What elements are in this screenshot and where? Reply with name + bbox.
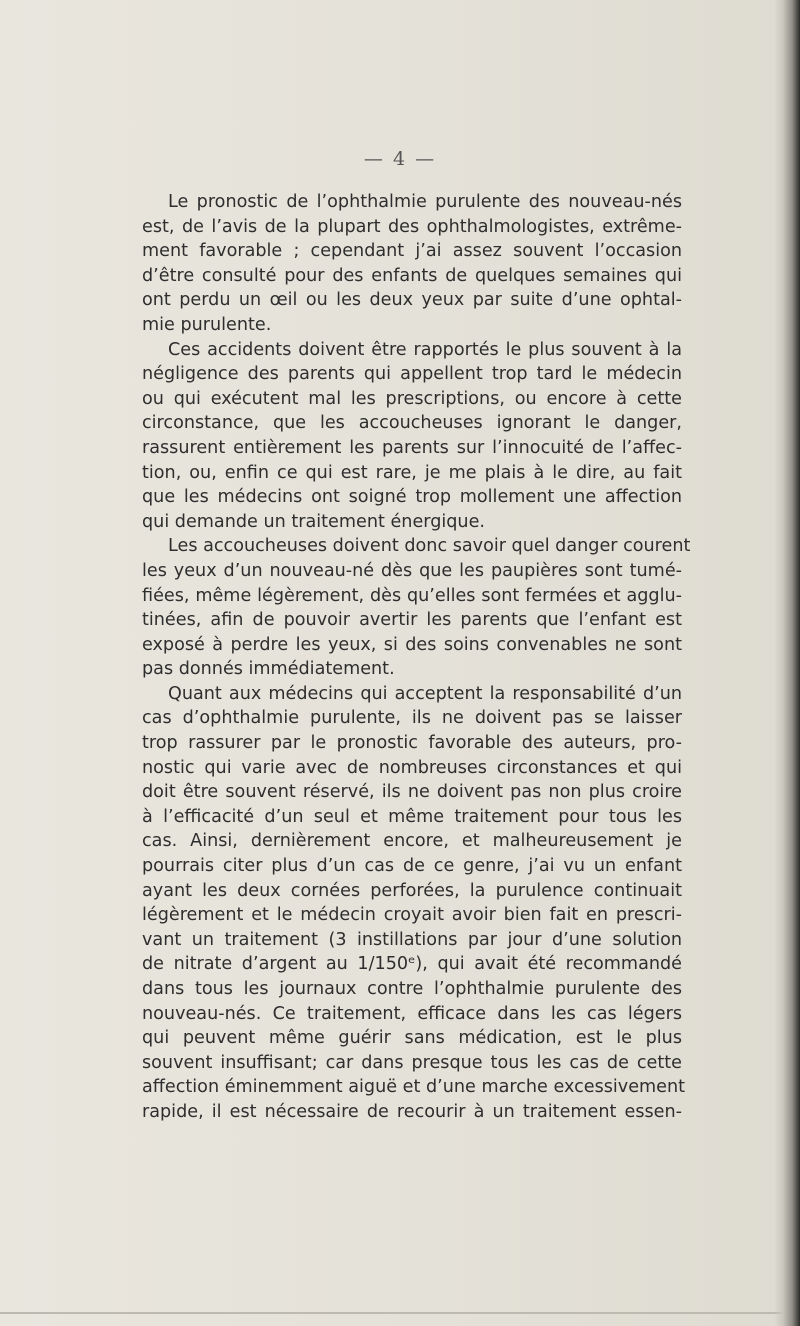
- text-line: ou qui exécutent mal les prescriptions, ou encore à cette: [142, 388, 682, 409]
- text-line: d’être consulté pour des enfants de quelques semaines qui: [142, 265, 682, 286]
- text-line: ment favorable ; cependant j’ai assez souvent l’occasion: [142, 241, 682, 262]
- text-line: circonstance, que les accoucheuses ignorant le danger,: [142, 413, 682, 434]
- text-line: mie purulente.: [142, 314, 272, 335]
- text-line: trop rassurer par le pronostic favorable des auteurs, pro-: [142, 733, 682, 754]
- text-line: est, de l’avis de la plupart des ophthalmologistes, extrême-: [142, 216, 682, 237]
- text-line: qui demande un traitement énergique.: [142, 511, 485, 532]
- text-line: tion, ou, enfin ce qui est rare, je me plais à le dire, au fait: [142, 462, 682, 483]
- text-line: rassurent entièrement les parents sur l’innocuité de l’affec-: [142, 437, 682, 458]
- text-line: cas d’ophthalmie purulente, ils ne doivent pas se laisser: [142, 708, 682, 729]
- page-bottom-rule: [0, 1312, 800, 1314]
- text-line: pas donnés immédiatement.: [142, 659, 395, 680]
- text-line: ont perdu un œil ou les deux yeux par suite d’une ophtal-: [142, 290, 682, 311]
- text-line: vant un traitement (3 instillations par jour d’une solution: [142, 929, 682, 950]
- book-binding-edge: [774, 0, 800, 1326]
- text-line: les yeux d’un nouveau-né dès que les paupières sont tumé-: [142, 560, 682, 581]
- text-line: cas. Ainsi, dernièrement encore, et malheureusement je: [142, 831, 682, 852]
- text-line: qui peuvent même guérir sans médication, est le plus: [142, 1028, 682, 1049]
- text-line: nouveau-nés. Ce traitement, efficace dans les cas légers: [142, 1003, 682, 1024]
- text-line: légèrement et le médecin croyait avoir bien fait en prescri-: [142, 905, 682, 926]
- text-line: pourrais citer plus d’un cas de ce genre, j’ai vu un enfant: [142, 856, 682, 877]
- text-line: négligence des parents qui appellent trop tard le médecin: [142, 364, 682, 385]
- text-line: affection éminemment aiguë et d’une marche excessivement: [142, 1077, 686, 1098]
- text-line: dans tous les journaux contre l’ophthalmie purulente des: [142, 979, 682, 999]
- text-line: doit être souvent réservé, ils ne doivent pas non plus croire: [142, 782, 682, 803]
- text-line: à l’efficacité d’un seul et même traitement pour tous les: [142, 806, 682, 827]
- text-line: nostic qui varie avec de nombreuses circonstances et qui: [142, 757, 682, 778]
- text-line: Ces accidents doivent être rapportés le plus souvent à la: [168, 339, 682, 360]
- text-line: exposé à perdre les yeux, si des soins convenables ne sont: [142, 634, 682, 655]
- text-line: de nitrate d’argent au 1/150ᵉ), qui avait été recommandé: [142, 954, 682, 975]
- text-line: tinées, afin de pouvoir avertir les parents que l’enfant est: [142, 610, 682, 631]
- page-number: — 4 —: [363, 148, 437, 170]
- text-line: fiées, même légèrement, dès qu’elles sont fermées et agglu-: [142, 585, 682, 606]
- body-text: [142, 190, 691, 1125]
- text-line: Le pronostic de l’ophthalmie purulente des nouveau-nés: [168, 192, 682, 212]
- text-line: Les accoucheuses doivent donc savoir quel danger courent: [168, 536, 691, 557]
- text-line: rapide, il est nécessaire de recourir à un traitement essen-: [142, 1101, 682, 1122]
- text-line: que les médecins ont soigné trop mollement une affection: [142, 487, 682, 508]
- text-line: souvent insuffisant; car dans presque tous les cas de cette: [142, 1052, 682, 1073]
- text-line: ayant les deux cornées perforées, la purulence continuait: [142, 880, 682, 901]
- text-line: Quant aux médecins qui acceptent la responsabilité d’un: [168, 683, 682, 704]
